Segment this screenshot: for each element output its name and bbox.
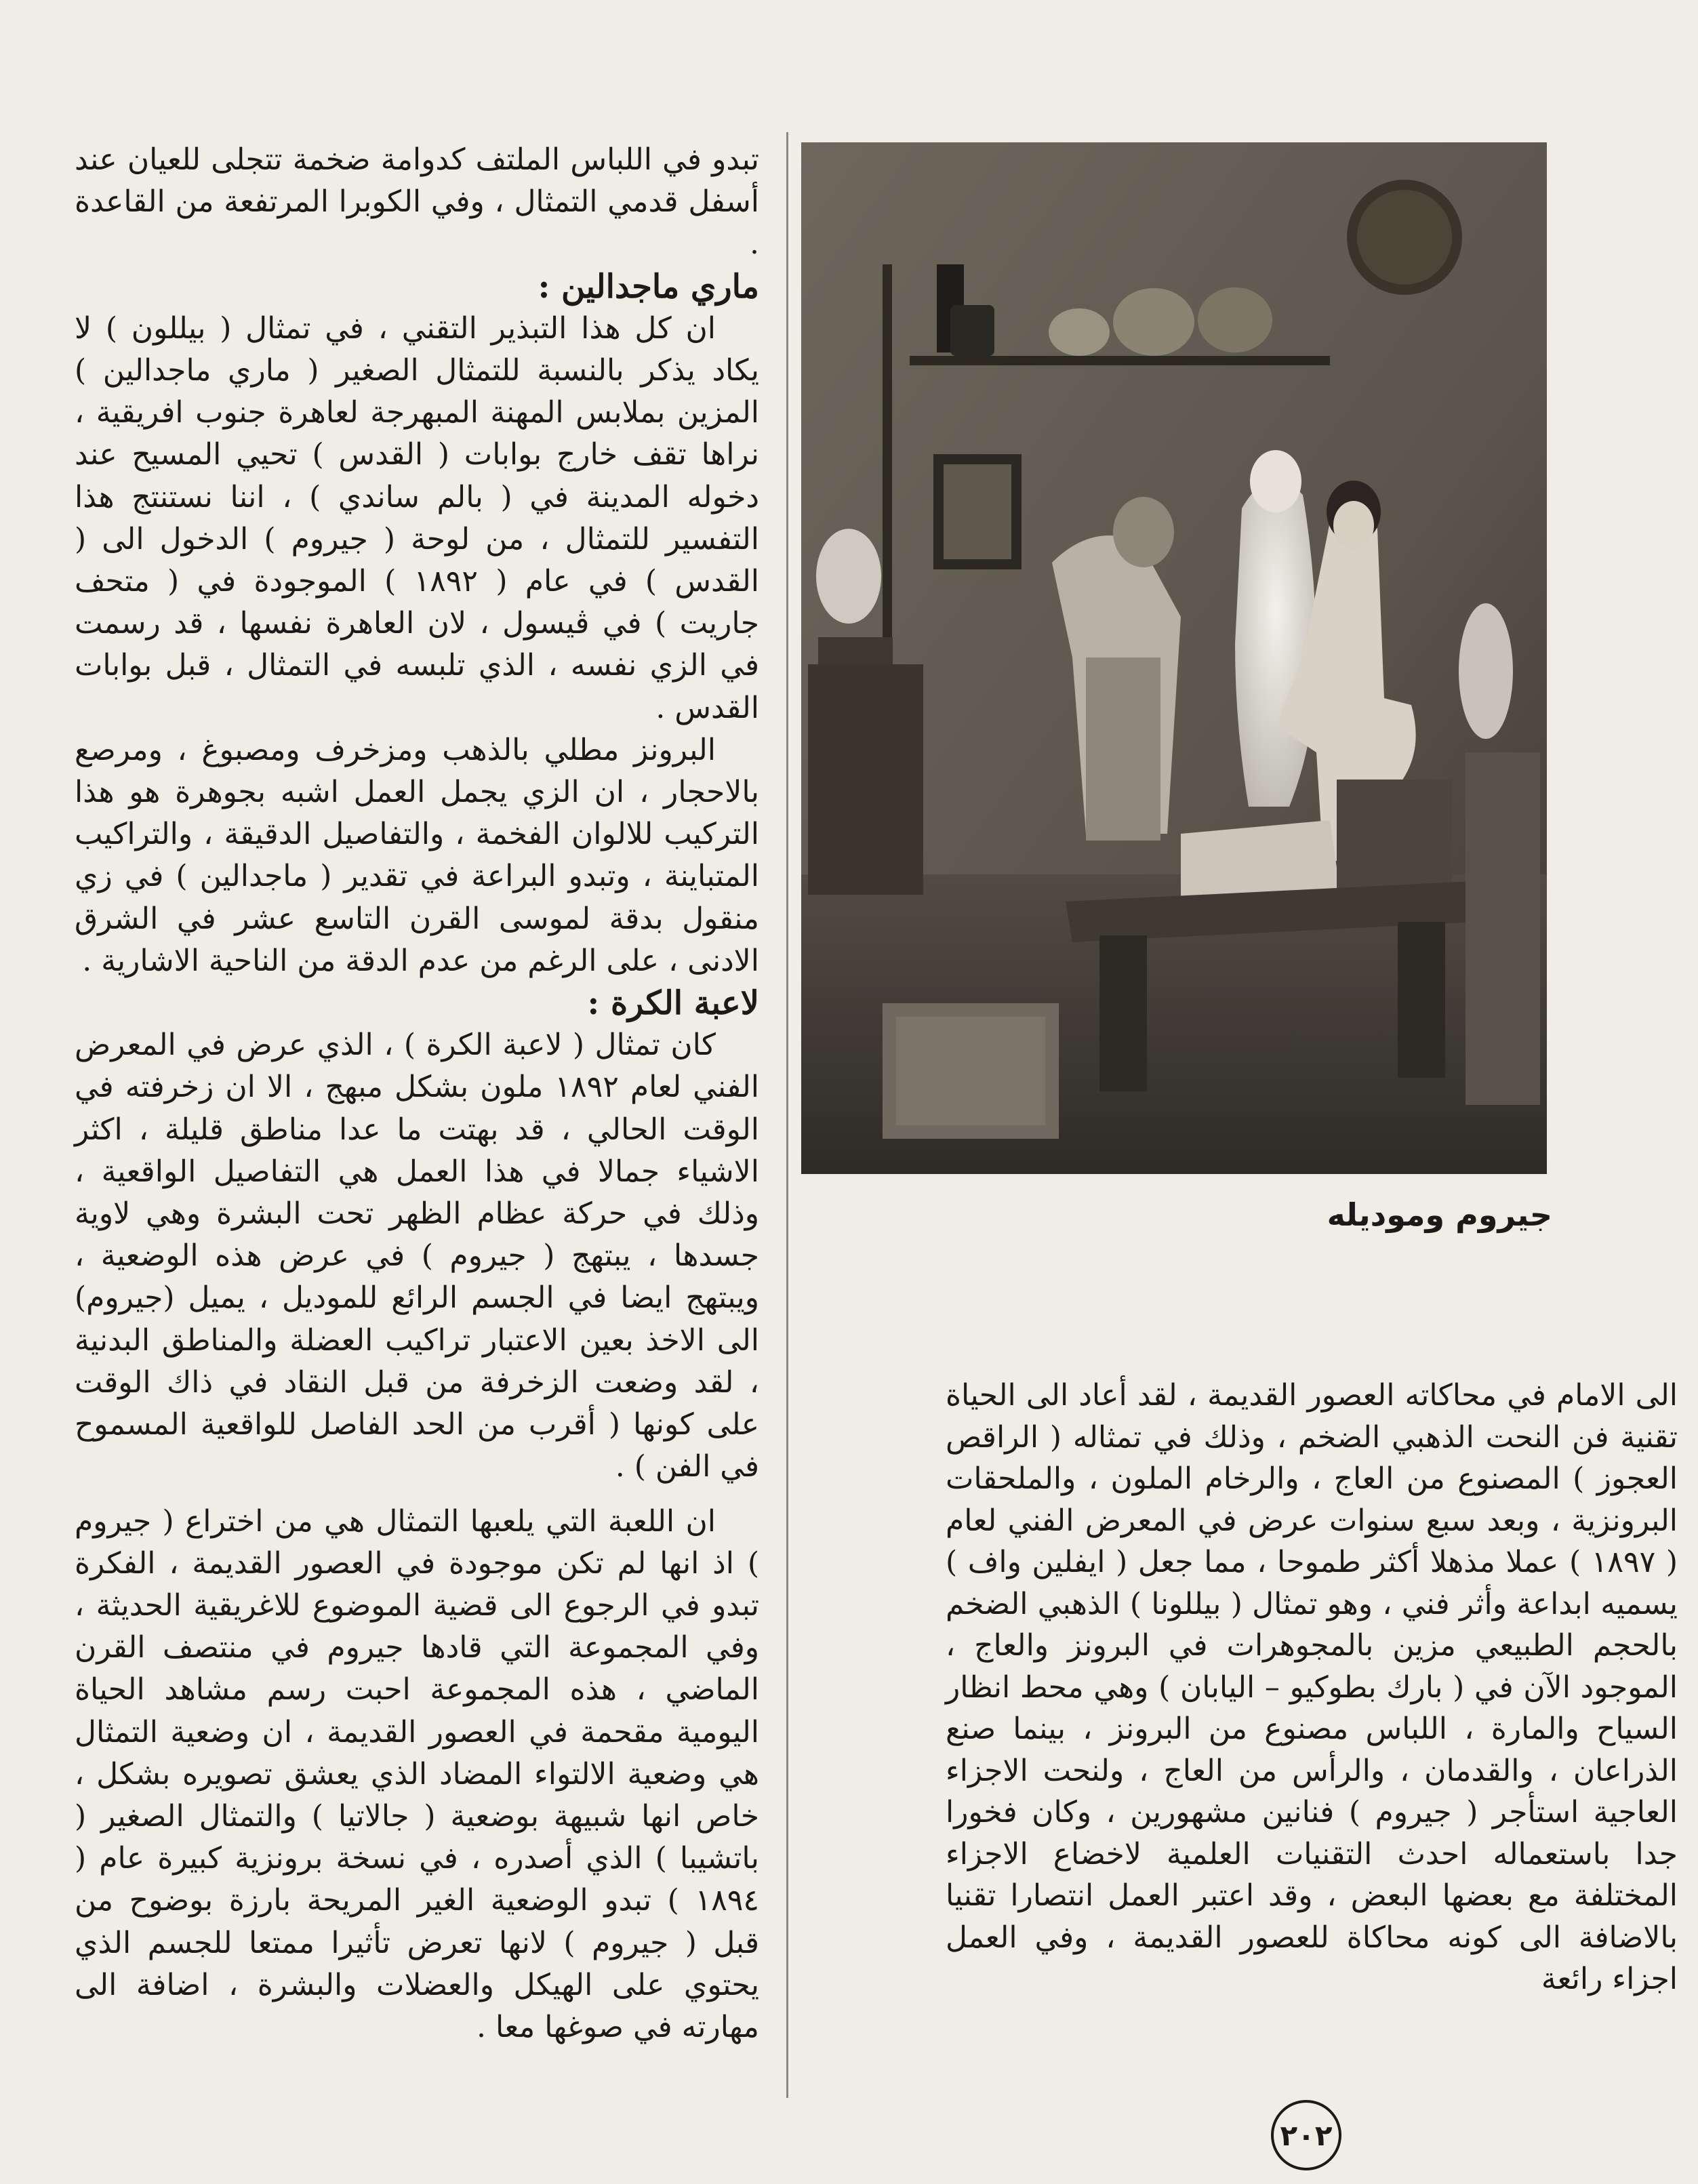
ball-paragraph-2: ان اللعبة التي يلعبها التمثال هي من اختراع ( جيروم ) اذ انها لم تكن موجودة في العصور القديمة ، الفكرة تبدو في الرجوع الى قضية الموضوع للاغريقية الحديثة ، وفي المجموعة التي قادها جيروم في منتصف القرن الماضي ، هذه المجموعة احبت رسم مشاهد الحياة اليومية مقحمة في العصور القديمة ، ان وضعية التمثال هي وضعية الالتواء المضاد الذي يعشق تصويره بشكل ، خاص انها شبيهة بوضعية ( جالاتيا ) والتمثال الصغير ( باتشيبا ) الذي أصدره ، في نسخة برونزية كبيرة عام ( ١٨٩٤ ) تبدو الوضعية الغير المريحة بارزة بوضوح من قبل ( جيروم ) لانها تعرض تأثيرا ممتعا للجسم الذي يحتوي على الهيكل والعضلات والبشرة ، اضافة الى مهارته في صوغها معا . bbox=[75, 1503, 759, 2044]
right-paragraph: الى الامام في محاكاته العصور القديمة ، لقد أعاد الى الحياة تقنية فن النحت الذهبي الضخم ، وذلك في تمثاله ( الراقص العجوز ) المصنوع من العاج ، والرخام الملون ، والملحقات البرونزية ، وبعد سبع سنوات عرض في المعرض الفني لعام ( ١٨٩٧ ) عملا مذهلا أكثر طموحا ، مما جعل ( ايفلين واف ) يسميه ابداعة وأثر فني ، وهو تمثال ( بيللونا ) الذهبي الضخم بالحجم الطبيعي مزين بالمجوهرات في البرونز والعاج ، الموجود الآن في ( بارك بطوكيو – اليابان ) وهي محط انظار السياح والمارة ، اللباس مصنوع من البرونز ، بينما صنع الذراعان ، والقدمان ، والرأس من العاج ، ولنحت الاجزاء العاجية استأجر ( جيروم ) فنانين مشهورين ، وكان فخورا جدا باستعماله احدث التقنيات العلمية لاخضاع الاجزاء المختلفة مع بعضها البعض ، وقد اعتبر العمل انتصارا تقنيا بالاضافة الى كونه محاكاة للعصور القديمة ، وفي العمل اجزاء رائعة bbox=[946, 1378, 1678, 1996]
page-number: ٢٠٢ bbox=[1271, 2100, 1341, 2170]
right-text-column bbox=[946, 1375, 1678, 2000]
photo-illustration bbox=[801, 142, 1547, 1174]
left-text-column bbox=[75, 139, 759, 2048]
photo-caption: جيروم وموديله bbox=[1327, 1196, 1552, 1233]
intro-paragraph: تبدو في اللباس الملتف كدوامة ضخمة تتجلى للعيان عند أسفل قدمي التمثال ، وفي الكوبرا المرتفعة من القاعدة . bbox=[75, 142, 759, 262]
magdalene-paragraph-2: البرونز مطلي بالذهب ومزخرف ومصبوغ ، ومرصع بالاحجار ، ان الزي يجمل العمل اشبه بجوهرة هو هذا التركيب للالوان الفخمة ، والتفاصيل الدقيقة ، والتراكيب المتباينة ، وتبدو البراعة في تقدير ( ماجدالين ) في زي منقول بدقة لموسى القرن التاسع عشر في الشرق الادنى ، على الرغم من عدم الدقة من الناحية الاشارية . bbox=[75, 732, 759, 978]
heading-ball-player: لاعبة الكرة : bbox=[587, 984, 759, 1023]
ball-paragraph-1: كان تمثال ( لاعبة الكرة ) ، الذي عرض في المعرض الفني لعام ١٨٩٢ ملون بشكل مبهج ، الا ان زخرفته في الوقت الحالي ، قد بهتت ما عدا مناطق قليلة ، اكثر الاشياء جمالا في هذا العمل هي التفاصيل الواقعية ، وذلك في حركة عظام الظهر تحت البشرة وهي لاوية جسدها ، يبتهج ( جيروم ) في عرض هذه الوضعية ، ويبتهج ايضا في الجسم الرائع للموديل ، يميل (جيروم) الى الاخذ بعين الاعتبار تراكيب العضلة والمناطق البدنية ، لقد وضعت الزخرفة من قبل النقاد في ذاك الوقت على كونها ( أقرب من الحد الفاصل للواقعية المسموح في الفن ) . bbox=[75, 1028, 760, 1484]
studio-photograph bbox=[801, 142, 1547, 1174]
heading-mary-magdalene: ماري ماجدالين : bbox=[538, 267, 759, 306]
magdalene-paragraph-1: ان كل هذا التبذير التقني ، في تمثال ( بيللون ) لا يكاد يذكر بالنسبة للتمثال الصغير ( ماري ماجدالين ) المزين بملابس المهنة المبهرجة لعاهرة جنوب افريقية ، نراها تقف خارج بوابات ( القدس ) تحيي المسيح عند دخوله المدينة في ( بالم ساندي ) ، اننا نستنتج هذا التفسير للتمثال ، من لوحة ( جيروم ) الدخول الى ( القدس ) في عام ( ١٨٩٢ ) الموجودة في ( متحف جاريت ) في ڤيسول ، لان العاهرة نفسها ، قد رسمت في الزي نفسه ، الذي تلبسه في التمثال ، قبل بوابات القدس . bbox=[75, 310, 760, 725]
column-divider bbox=[786, 132, 788, 2098]
